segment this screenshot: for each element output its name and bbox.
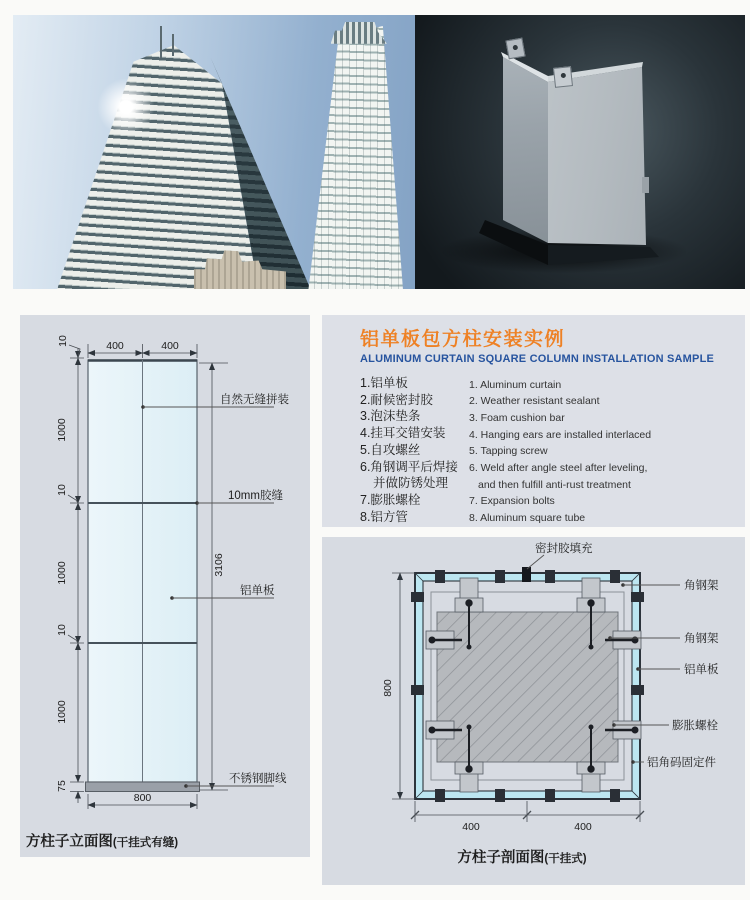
- legend-row: [360, 376, 745, 393]
- hanging-ear-tab: [553, 66, 573, 88]
- callout-sealant-fill: 密封胶填充: [535, 543, 593, 555]
- section-caption-main: 方柱子剖面图: [457, 850, 545, 866]
- dim-section-800: 800: [382, 679, 394, 697]
- callout-corner-code-fixing: 铝角码固定件: [647, 757, 716, 769]
- legend-cn: 7.膨胀螺栓: [360, 492, 421, 507]
- legend-cn: 2.耐候密封胶: [360, 392, 433, 407]
- antenna-mast: [160, 26, 162, 58]
- legend-en: 5. Tapping screw: [469, 445, 548, 458]
- buildings-photo: [13, 15, 415, 289]
- dim-left-1000b: 1000: [56, 561, 68, 585]
- callout-angle-steel-frame-2: 角钢架: [684, 633, 719, 645]
- tab-hole: [560, 73, 565, 78]
- stainless-baseboard: [86, 782, 200, 792]
- section-caption-note: (干挂式): [544, 853, 587, 865]
- legend-list: [360, 376, 745, 526]
- legend-cn: 5.自攻螺丝: [360, 442, 421, 457]
- legend-en: 1. Aluminum curtain: [469, 378, 562, 391]
- legend-row: [360, 426, 745, 443]
- legend-cn: 4.挂耳交错安装: [360, 426, 446, 441]
- legend-row: [360, 443, 745, 460]
- elevation-drawing-svg: [20, 315, 310, 857]
- dim-left-10b: 10: [56, 484, 68, 496]
- tab-hole: [512, 45, 518, 51]
- section-drawing-svg: [322, 537, 745, 885]
- side-lug: [642, 177, 649, 193]
- legend-cn: 6.角钢调平后焊接: [360, 459, 458, 474]
- page-title-cn: 铝单板包方柱安装实例: [360, 329, 566, 350]
- section-drawing-panel: [322, 537, 745, 885]
- callout-expansion-bolt: 膨胀螺栓: [672, 720, 718, 732]
- legend-row-continuation: [360, 476, 745, 493]
- legend-en: 7. Expansion bolts: [469, 495, 555, 508]
- callout-angle-steel-frame-1: 角钢架: [684, 580, 719, 592]
- dim-left-10c: 10: [56, 624, 68, 636]
- legend-row: [360, 393, 745, 410]
- dim-section-400-right: 400: [574, 821, 592, 833]
- elevation-caption: [26, 832, 178, 850]
- dim-left-1000a: 1000: [56, 418, 68, 442]
- sun-glare: [97, 78, 155, 136]
- antenna-mast: [172, 34, 174, 56]
- column-elevation: [86, 360, 200, 792]
- callout-stainless-baseboard: 不锈钢脚线: [229, 773, 287, 785]
- dim-total-height: 3106: [213, 553, 225, 577]
- column-section: [415, 573, 640, 799]
- dim-left-75: 75: [56, 780, 68, 792]
- dim-bottom-800: 800: [133, 792, 152, 804]
- legend-en: 2. Weather resistant sealant: [469, 395, 600, 408]
- legend-en: 4. Hanging ears are installed interlaced: [469, 428, 652, 441]
- hanging-ear-tab: [505, 38, 525, 60]
- page-title-en: ALUMINUM CURTAIN SQUARE COLUMN INSTALLATION SAMPLE: [360, 353, 715, 365]
- legend-row: [360, 510, 745, 527]
- legend-row: [360, 409, 745, 426]
- legend-en: 3. Foam cushion bar: [469, 411, 565, 424]
- callout-seamless-assembly: 自然无缝拼装: [220, 394, 289, 406]
- legend-en: 6. Weld after angle steel after leveling,: [469, 462, 648, 475]
- legend-en: 8. Aluminum square tube: [469, 512, 586, 525]
- info-block: [322, 315, 745, 527]
- legend-cn: 8.铝方管: [360, 509, 408, 524]
- legend-en: and then fulfill anti-rust treatment: [478, 478, 631, 491]
- legend-cn: 并做防锈处理: [373, 476, 449, 491]
- callout-aluminum-panel: 铝单板: [240, 585, 275, 597]
- legend-row: [360, 493, 745, 510]
- dim-section-400-left: 400: [462, 821, 480, 833]
- callout-aluminum-panel: 铝单板: [684, 664, 719, 676]
- callout-10mm-glue-seam: 10mm胶缝: [228, 490, 283, 502]
- dim-top-right: 400: [161, 340, 179, 352]
- elevation-caption-main: 方柱子立面图: [25, 834, 113, 850]
- elevation-drawing-panel: [20, 315, 310, 857]
- dim-left-1000c: 1000: [56, 700, 68, 724]
- elevation-caption-note: (干挂式有缝): [112, 837, 179, 849]
- sealant-block: [522, 567, 531, 582]
- dim-left-10a: 10: [57, 335, 69, 347]
- photo-strip: [13, 15, 745, 289]
- product-photo: [415, 15, 745, 289]
- legend-cn: 3.泡沫垫条: [360, 409, 421, 424]
- legend-cn: 1.铝单板: [360, 376, 408, 390]
- section-caption: [457, 848, 586, 866]
- legend-row: [360, 460, 745, 477]
- dim-top-left: 400: [106, 340, 124, 352]
